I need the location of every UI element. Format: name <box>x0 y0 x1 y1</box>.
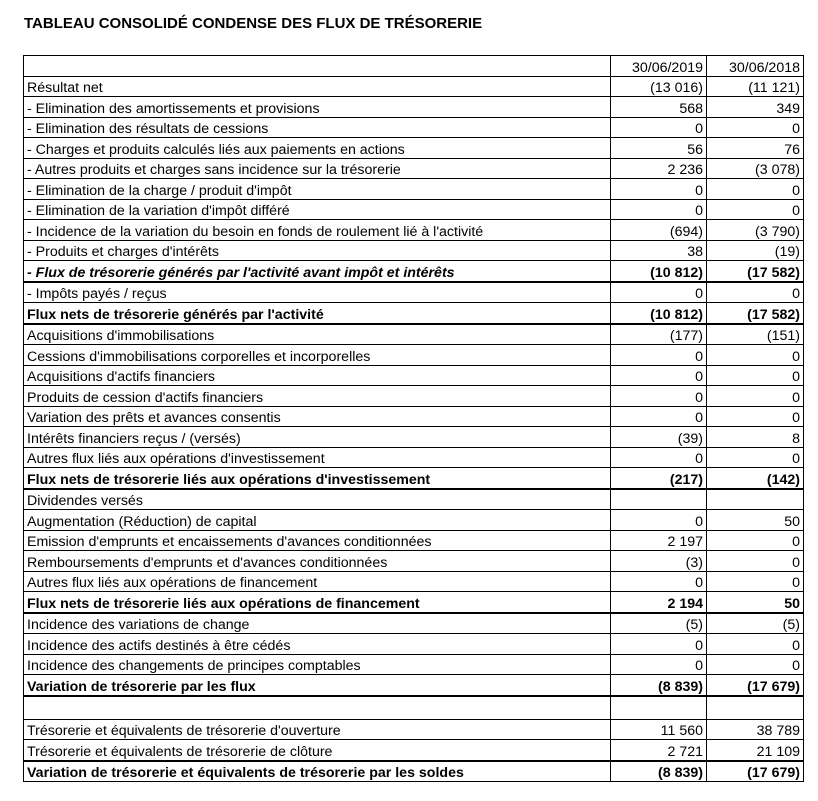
value-2019: (10 812) <box>611 261 707 282</box>
row-label: Flux nets de trésorerie générés par l'activité <box>24 303 611 324</box>
value-2018: 50 <box>707 592 804 613</box>
value-2018: 76 <box>707 138 804 159</box>
value-2018: 0 <box>707 282 804 303</box>
column-header-2019: 30/06/2019 <box>611 56 707 77</box>
value-2019: 0 <box>611 386 707 407</box>
row-label: - Impôts payés / reçus <box>24 282 611 303</box>
value-2018: (3 078) <box>707 158 804 179</box>
row-label: - Flux de trésorerie générés par l'activité avant impôt et intérêts <box>24 261 611 282</box>
value-2018: 0 <box>707 179 804 200</box>
value-2019: 0 <box>611 654 707 675</box>
value-2018: (17 582) <box>707 303 804 324</box>
value-2019: 0 <box>611 406 707 427</box>
table-row <box>24 510 804 531</box>
value-2018: (151) <box>707 324 804 345</box>
row-label: - Elimination des résultats de cessions <box>24 117 611 138</box>
row-label: Flux nets de trésorerie liés aux opérations de financement <box>24 592 611 613</box>
table-row <box>24 406 804 427</box>
value-2018: 0 <box>707 199 804 220</box>
value-2018: (142) <box>707 468 804 489</box>
row-label <box>24 696 611 720</box>
row-label: - Elimination des amortissements et provisions <box>24 97 611 118</box>
value-2019: 0 <box>611 634 707 655</box>
value-2018: 0 <box>707 386 804 407</box>
value-2019: 0 <box>611 345 707 366</box>
table-row <box>24 489 804 510</box>
table-row <box>24 634 804 655</box>
row-label: Cessions d'immobilisations corporelles et incorporelles <box>24 345 611 366</box>
row-label: - Produits et charges d'intérêts <box>24 240 611 261</box>
value-2019: (13 016) <box>611 76 707 97</box>
value-2018: (17 679) <box>707 675 804 696</box>
table-row <box>24 117 804 138</box>
value-2018: 0 <box>707 406 804 427</box>
row-label: Intérêts financiers reçus / (versés) <box>24 427 611 448</box>
value-2018: 0 <box>707 530 804 551</box>
row-label: Acquisitions d'immobilisations <box>24 324 611 345</box>
value-2018: 0 <box>707 447 804 468</box>
value-2019: 0 <box>611 447 707 468</box>
table-row <box>24 199 804 220</box>
value-2018: 8 <box>707 427 804 448</box>
table-row <box>24 613 804 634</box>
row-label: Trésorerie et équivalents de trésorerie d'ouverture <box>24 719 611 740</box>
value-2019: (8 839) <box>611 761 707 782</box>
value-2018: 0 <box>707 571 804 592</box>
row-label: Trésorerie et équivalents de trésorerie de clôture <box>24 740 611 761</box>
table-row <box>24 654 804 675</box>
value-2018: (11 121) <box>707 76 804 97</box>
row-label: Emission d'emprunts et encaissements d'avances conditionnées <box>24 530 611 551</box>
value-2019: 11 560 <box>611 719 707 740</box>
value-2018: 0 <box>707 634 804 655</box>
row-label: Variation des prêts et avances consentis <box>24 406 611 427</box>
table-row <box>24 138 804 159</box>
row-label: Dividendes versés <box>24 489 611 510</box>
row-label: Augmentation (Réduction) de capital <box>24 510 611 531</box>
row-label: - Elimination de la variation d'impôt différé <box>24 199 611 220</box>
value-2019: 0 <box>611 199 707 220</box>
value-2018: 50 <box>707 510 804 531</box>
value-2019: 0 <box>611 571 707 592</box>
value-2019: 0 <box>611 510 707 531</box>
table-row <box>24 551 804 572</box>
value-2019 <box>611 696 707 720</box>
value-2019: 0 <box>611 282 707 303</box>
row-label: - Autres produits et charges sans incidence sur la trésorerie <box>24 158 611 179</box>
value-2019: (5) <box>611 613 707 634</box>
value-2019: (39) <box>611 427 707 448</box>
value-2019 <box>611 489 707 510</box>
table-row <box>24 761 804 782</box>
table-row <box>24 675 804 696</box>
value-2019: 56 <box>611 138 707 159</box>
table-header-row <box>24 56 804 77</box>
table-row <box>24 158 804 179</box>
table-row <box>24 282 804 303</box>
column-header-2018: 30/06/2018 <box>707 56 804 77</box>
row-label: - Charges et produits calculés liés aux paiements en actions <box>24 138 611 159</box>
row-label: Autres flux liés aux opérations de financement <box>24 571 611 592</box>
value-2018: (5) <box>707 613 804 634</box>
row-label: Incidence des variations de change <box>24 613 611 634</box>
row-label: Acquisitions d'actifs financiers <box>24 365 611 386</box>
value-2018: 21 109 <box>707 740 804 761</box>
table-row <box>24 468 804 489</box>
table-row <box>24 447 804 468</box>
value-2019: 568 <box>611 97 707 118</box>
value-2019: 0 <box>611 365 707 386</box>
table-row <box>24 530 804 551</box>
row-label: - Incidence de la variation du besoin en fonds de roulement lié à l'activité <box>24 220 611 241</box>
value-2018: (17 679) <box>707 761 804 782</box>
value-2018: 349 <box>707 97 804 118</box>
table-row <box>24 324 804 345</box>
value-2019: 2 197 <box>611 530 707 551</box>
table-row <box>24 345 804 366</box>
value-2018: (3 790) <box>707 220 804 241</box>
row-label: Produits de cession d'actifs financiers <box>24 386 611 407</box>
value-2019: 38 <box>611 240 707 261</box>
value-2018 <box>707 696 804 720</box>
row-label: Résultat net <box>24 76 611 97</box>
value-2019: (3) <box>611 551 707 572</box>
row-label: Variation de trésorerie et équivalents de trésorerie par les soldes <box>24 761 611 782</box>
row-label: Incidence des actifs destinés à être cédés <box>24 634 611 655</box>
table-row <box>24 179 804 200</box>
table-row <box>24 240 804 261</box>
table-row <box>24 571 804 592</box>
value-2019: (694) <box>611 220 707 241</box>
statement-title: TABLEAU CONSOLIDÉ CONDENSE DES FLUX DE TRÉSORERIE <box>24 15 483 32</box>
table-row <box>24 365 804 386</box>
header-label-cell <box>24 56 611 77</box>
table-row <box>24 592 804 613</box>
table-row <box>24 303 804 324</box>
row-label: Variation de trésorerie par les flux <box>24 675 611 696</box>
value-2019: 2 236 <box>611 158 707 179</box>
value-2018: 38 789 <box>707 719 804 740</box>
table-row <box>24 97 804 118</box>
value-2018: 0 <box>707 654 804 675</box>
value-2018: 0 <box>707 551 804 572</box>
value-2019: 0 <box>611 117 707 138</box>
table-row <box>24 696 804 720</box>
value-2018: 0 <box>707 117 804 138</box>
value-2019: (217) <box>611 468 707 489</box>
value-2018: (19) <box>707 240 804 261</box>
value-2019: 2 721 <box>611 740 707 761</box>
value-2019: (10 812) <box>611 303 707 324</box>
row-label: Incidence des changements de principes comptables <box>24 654 611 675</box>
table-row <box>24 220 804 241</box>
table-row <box>24 427 804 448</box>
table-row <box>24 386 804 407</box>
table-row <box>24 76 804 97</box>
table-row <box>24 719 804 740</box>
value-2019: (8 839) <box>611 675 707 696</box>
row-label: Autres flux liés aux opérations d'investissement <box>24 447 611 468</box>
value-2018: 0 <box>707 345 804 366</box>
row-label: - Elimination de la charge / produit d'impôt <box>24 179 611 200</box>
value-2019: (177) <box>611 324 707 345</box>
value-2018: 0 <box>707 365 804 386</box>
value-2019: 0 <box>611 179 707 200</box>
row-label: Flux nets de trésorerie liés aux opérations d'investissement <box>24 468 611 489</box>
value-2019: 2 194 <box>611 592 707 613</box>
table-row <box>24 740 804 761</box>
table-row <box>24 261 804 282</box>
value-2018: (17 582) <box>707 261 804 282</box>
value-2018 <box>707 489 804 510</box>
row-label: Remboursements d'emprunts et d'avances conditionnées <box>24 551 611 572</box>
cash-flow-table <box>23 55 804 782</box>
